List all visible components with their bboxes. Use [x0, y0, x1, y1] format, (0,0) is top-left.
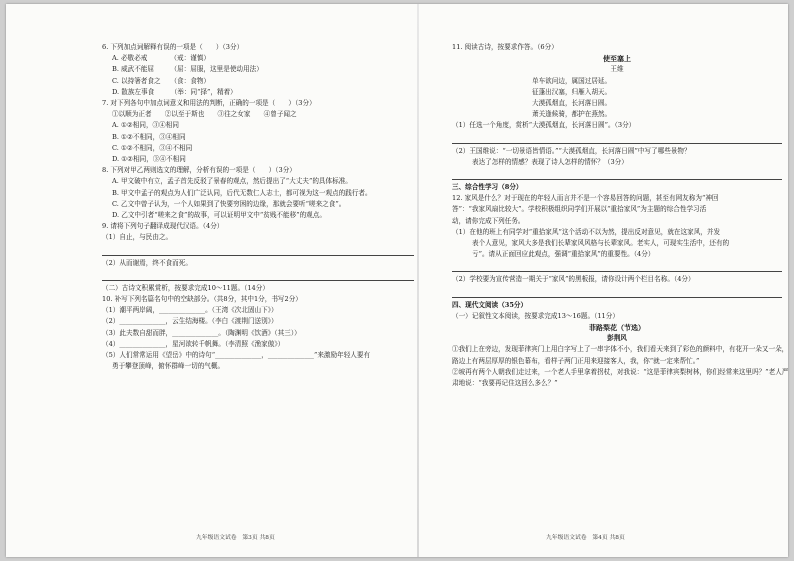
q10-line-5: （5）人们常常运用《望岳》中的诗句“______________，______________”来激励年轻人要有 [102, 351, 371, 360]
q7-stem: 7. 对下列各句中加点词意义和用法的判断，正确的一项是（ ）（3分） [102, 99, 316, 108]
q12-stem: 12. 家风是什么？对于现在的年轻人而言并不是一个容易回答的问题，甚至有网友称为“神回 [452, 194, 719, 203]
q10-stem: 10. 补写下列名篇名句中的空缺部分。（共8分，其中1分，书写2分） [102, 295, 302, 304]
q8-option-a: A. 甲文破中有立，孟子首先反驳了景春的观点，然后提出了“大丈夫”的具体标准。 [112, 177, 352, 186]
poem-line-4: 萧关逢候骑，都护在燕然。 [532, 110, 612, 119]
q9-answer-line-2[interactable] [102, 269, 414, 281]
q12-sub-2: （2）学校要为宣传营造一期关于“家风”的黑板报，请你设计两个栏目名称。（4分） [452, 275, 695, 284]
q12-sub-1c: 亏”。请从正面回应此观点，强调“重拾家风”的重要性。（4分） [472, 250, 655, 259]
q10-line-3: （3）此夫数自甜而胖，______________。（陶渊明《饮酒》（其三）） [102, 328, 301, 337]
q6-option-d: D. 散族左事食 （举：同“择”，精着） [112, 87, 237, 96]
poem-line-1: 单车欲问边，属国过居延。 [532, 76, 612, 85]
q8-stem: 8. 下列对甲乙两则选文的理解，分析有误的一项是（ ）（3分） [102, 166, 296, 175]
poem-author: 王维 [610, 65, 624, 74]
poem-line-2: 征蓬出汉塞，归雁入胡天。 [532, 87, 612, 96]
left-page [102, 42, 414, 372]
poem-title: 使至塞上 [603, 54, 631, 64]
q12-stem-3: 动，请你完成下列任务。 [452, 216, 525, 225]
q10-line-1: （1）潮平两岸阔，______________。（王湾《次北固山下》） [102, 306, 278, 315]
q9-sentence-1: （1）自止，与民由之。 [102, 233, 173, 242]
q10-line-4: （4）______________，星河欲转千帆舞。（李清照《渔家傲》） [102, 339, 285, 348]
article-author: 彭荆风 [607, 334, 627, 343]
q10-tail: 勇于攀登顶峰，俯怀群峰一切的气概。 [112, 362, 225, 371]
q11-answer-line-2[interactable] [452, 168, 782, 180]
q7-option-c: C. ①②不相同，③④不相同 [112, 143, 193, 152]
q12-sub-1a: （1）在他的班上有同学对“重拾家风”这个活动不以为然，提出反对意见，就在这家风，并发 [452, 227, 721, 236]
q11-answer-line-1[interactable] [452, 132, 782, 144]
q12-answer-line-2[interactable] [452, 286, 782, 298]
q11-sub-2a: （2）王国维说：“一切景语皆情语。”“大漠孤烟直，长河落日圆”中写了哪些景物？ [452, 146, 691, 155]
section-3-heading: 三、综合性学习（8分） [452, 183, 523, 192]
q8-option-b: B. 甲文中孟子的观点为人们广泛认同，后代无数仁人志士，都可视为这一观点的践行者。 [112, 188, 372, 197]
article-para-1: ①我们上在旁边，发现菲律宾门上用白字写上了一串字体不小，我们看天来到了彩色的颜料中，有花开一朵又一朵， [452, 345, 788, 354]
q8-option-d: D. 乙文中引者“嗟来之食”的故事，可以证明甲文中“贫贱不能移”的观点。 [112, 211, 326, 220]
right-page-footer: 九年级语文试卷 第4页 共8页 [546, 535, 625, 541]
section-2-heading: （二）古诗文积累赏析，按要求完成10～11题。（14分） [102, 283, 269, 292]
page-fold [417, 4, 419, 557]
q6-option-a: A. 必敬必戒 （戒：谨慎） [112, 54, 210, 63]
q9-stem: 9. 请将下列句子翻译成现代汉语。（4分） [102, 222, 224, 231]
q8-option-c: C. 乙文中曾子认为，一个人如果到了快要穷困的边缘，那就会要听“嗟来之食”。 [112, 199, 346, 208]
section-4-heading: 四、现代文阅读（35分） [452, 300, 528, 309]
right-page [452, 42, 788, 389]
left-page-footer: 九年级语文试卷 第3页 共8页 [196, 535, 275, 541]
q10-line-2: （2）______________，云生结海楼。（李白《渡荆门送别》） [102, 317, 278, 326]
q11-sub-2b: 表达了怎样的情感？表现了诗人怎样的情怀？（3分） [472, 157, 628, 166]
q6-option-b: B. 威武不能屈 （屈：屈服，这里是使动用法） [112, 65, 263, 74]
q7-option-d: D. ①②相同，③④不相同 [112, 155, 186, 164]
q11-stem: 11. 阅读古诗，按要求作答。（6分） [452, 43, 558, 51]
q12-sub-1b: 表个人意见，家风大多是我们长辈家风风格与长辈家风。老实人，可现实生活中，还有的 [472, 239, 730, 248]
q9-sentence-2: （2）从而谢焉，终不食而死。 [102, 258, 192, 267]
article-para-2: ②坡再有两个人朝我们走过来，一个老人手里拿着拐杖，对我说：“这是菲律宾梨树林，你们经常来这里吗？”老人严 [452, 367, 788, 376]
section-4-sub-1: （一）记叙性文本阅读，按要求完成13～16题。（11分） [452, 311, 619, 320]
article-para-1b: 路边上有两层厚厚的银色幕布，看样子两门正用来迎接客人，我，你“就一定来帮忙。” [452, 356, 700, 365]
q12-answer-line-1[interactable] [452, 260, 782, 272]
article-title: 菲路梨花（节选） [589, 323, 645, 333]
poem-line-3: 大漠孤烟直，长河落日圆。 [532, 99, 612, 108]
q7-option-a: A. ①②相同，③④相同 [112, 121, 179, 130]
q9-answer-line-1[interactable] [102, 244, 414, 256]
q12-stem-2: 答”：“我家风扇比较大”。学校积极组织同学们开展以“重拾家风”为主题的综合性学习活 [452, 205, 707, 214]
q7-option-b: B. ①②不相同，③④相同 [112, 132, 186, 141]
exam-sheet [6, 4, 788, 557]
article-para-2b: 肃地说：“我要再记住这回么多么？” [452, 379, 558, 388]
q6-option-c: C. 以持箸者食之 （食：食物） [112, 76, 211, 85]
q11-sub-1: （1）任选一个角度，赏析“大漠孤烟直，长河落日圆”。（3分） [452, 121, 636, 130]
q7-items: ①以顺为正者 ②以至于斯也 ③往之女家 ④曾子闻之 [112, 110, 297, 119]
q6-stem: 6. 下列加点词解释有误的一项是（ ）（3分） [102, 43, 244, 51]
